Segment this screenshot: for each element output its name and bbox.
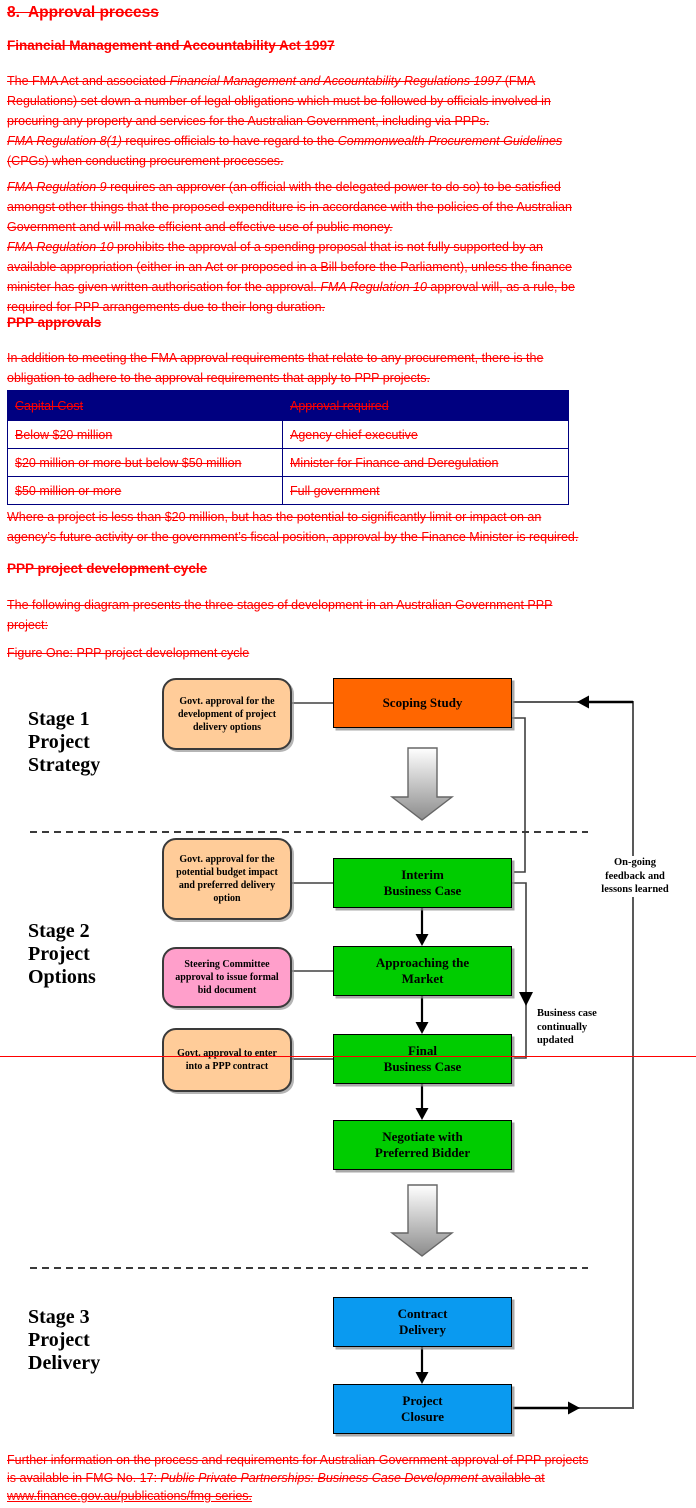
- heading-fma-act: Financial Management and Accountability Act 1997: [7, 38, 335, 53]
- paragraph-under-20-million: Where a project is less than $20 million, but has the potential to significantly limit or impact on an agency’s future activity or the government’s fiscal position, approval by the Finance Minister is required.: [7, 510, 579, 544]
- box-scoping-study: Scoping Study: [333, 678, 512, 728]
- table-cell: $50 million or more: [8, 477, 283, 505]
- paragraph-ppp-approvals: In addition to meeting the FMA approval requirements that relate to any procurement, there is the obligation to adhere to the approval requirements that apply to PPP projects.: [7, 351, 544, 385]
- table-cell: Minister for Finance and Deregulation: [283, 449, 569, 477]
- box-negotiate-preferred-bidder: Negotiate with Preferred Bidder: [333, 1120, 512, 1170]
- feedback-loop-line: [513, 702, 633, 1408]
- table-header-capital-cost: Capital Cost: [8, 391, 283, 421]
- callout-steering-committee: Steering Committee approval to issue formal bid document: [162, 947, 292, 1008]
- red-change-line: [0, 1056, 696, 1057]
- table-header-approval-required: Approval required: [283, 391, 569, 421]
- box-approaching-market: Approaching the Market: [333, 946, 512, 996]
- table-cell: $20 million or more but below $50 million: [8, 449, 283, 477]
- doc-title: 8. Approval process: [7, 4, 159, 21]
- right-arrowhead-icon: [568, 1402, 580, 1415]
- paragraph-regulation-9: FMA Regulation 9 requires an approver (an official with the delegated power to do so) to be satisfied amongst other things that the proposed expenditure is in accordance with the policies of the Australian Government and will make efficient and effective use of public money.: [7, 180, 572, 234]
- callout-govt-approval-development: Govt. approval for the development of project delivery options: [162, 678, 292, 750]
- stage-2-label: Stage 2 Project Options: [28, 920, 96, 988]
- scoping-to-interim-line: [512, 718, 525, 872]
- box-contract-delivery: Contract Delivery: [333, 1297, 512, 1347]
- figure-caption: Figure One: PPP project development cycle: [7, 646, 250, 660]
- annotation-ongoing-feedback: On-going feedback and lessons learned: [596, 856, 674, 897]
- paragraph-fma-act: The FMA Act and associated Financial Management and Accountability Regulations 1997 (FMA Regulations) set down a number of legal obligations which must be followed by officials involved in procuring any property and services for the Australian Government, including via PPPs.: [7, 74, 551, 128]
- down-arrowhead-icon: [416, 1108, 429, 1120]
- down-arrowhead-icon: [416, 1372, 429, 1384]
- box-final-business-case: Final Business Case: [333, 1034, 512, 1084]
- table-cell: Full government: [283, 477, 569, 505]
- left-arrowhead-icon: [577, 696, 589, 709]
- box-project-closure: Project Closure: [333, 1384, 512, 1434]
- callout-govt-approval-budget: Govt. approval for the potential budget impact and preferred delivery option: [162, 838, 292, 920]
- annotation-business-case-updated: Business case continually updated: [537, 1008, 597, 1046]
- box-interim-business-case: Interim Business Case: [333, 858, 512, 908]
- stage-3-label: Stage 3 Project Delivery: [28, 1306, 101, 1374]
- down-arrowhead-icon: [519, 992, 533, 1006]
- heading-development-cycle: PPP project development cycle: [7, 561, 208, 576]
- big-down-arrow-icon: [392, 1185, 452, 1256]
- stage-1-label: Stage 1 Project Strategy: [28, 708, 101, 776]
- paragraph-regulation-8: FMA Regulation 8(1) requires officials to have regard to the Commonwealth Procurement Guidelines (CPGs) when conducting procurement processes.: [7, 134, 563, 168]
- table-cell: Below $20 million: [8, 421, 283, 449]
- paragraph-diagram-intro: The following diagram presents the three stages of development in an Australian Government PPP project:: [7, 598, 553, 632]
- heading-ppp-approvals: PPP approvals: [7, 315, 102, 330]
- big-down-arrow-icon: [392, 748, 452, 820]
- down-arrowhead-icon: [416, 1022, 429, 1034]
- table-cell: Agency chief executive: [283, 421, 569, 449]
- callout-govt-approval-contract: Govt. approval to enter into a PPP contract: [162, 1028, 292, 1092]
- business-case-update-line: [512, 883, 526, 1058]
- paragraph-regulation-10: FMA Regulation 10 prohibits the approval of a spending proposal that is not fully supported by an available appropriation (either in an Act or proposed in a Bill before the Parliament), unless the finance minister has given written authorisation for the approval. FMA Regulation 10 approval will, as a rule, be required for PPP arrangements due to their long duration.: [7, 240, 575, 314]
- footer-paragraph: Further information on the process and requirements for Australian Government approval of PPP projects is available in FMG No. 17: Public Private Partnerships: Business Case Development available at www.finance.gov.au/publications/fmg-series.: [7, 1453, 589, 1503]
- down-arrowhead-icon: [416, 934, 429, 946]
- callout-connector-lines: [292, 703, 333, 1059]
